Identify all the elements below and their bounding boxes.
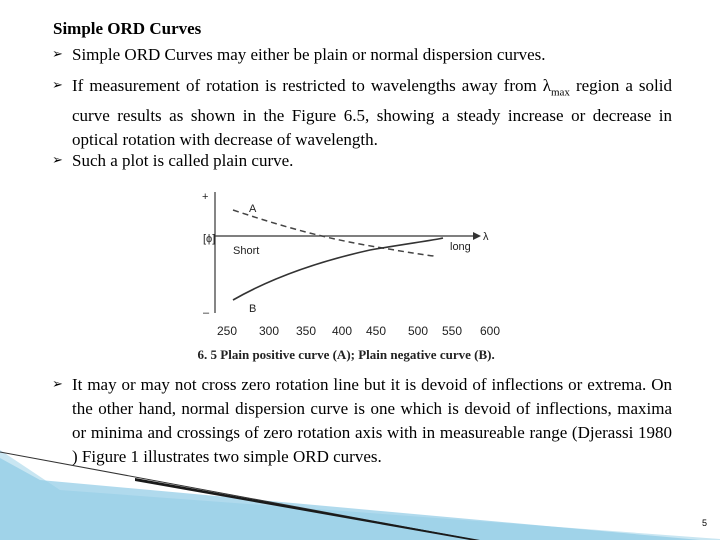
long-label: long [450, 241, 471, 253]
swoosh-mid [0, 458, 700, 540]
slide-title: Simple ORD Curves [53, 19, 202, 38]
y-minus-label: – [203, 307, 210, 319]
x-tick-labels [217, 324, 500, 338]
lambda-max-subscript: max [550, 86, 570, 99]
x-tick-label: 400 [332, 324, 353, 338]
bullet-1-text: Simple ORD Curves may either be plain or normal dispersion curves. [72, 45, 546, 64]
decorative-swoosh [0, 450, 720, 540]
x-tick-label: 500 [408, 324, 429, 338]
y-plus-label: + [202, 191, 209, 203]
page-number: 5 [701, 518, 707, 528]
arrow-bullet-icon: ➢ [52, 377, 63, 392]
x-tick-label: 600 [480, 324, 501, 338]
figure-caption: Fig. 6. 5 Plain positive curve (A); Plain negative curve (B). [195, 347, 495, 362]
bullet-2-text [72, 76, 672, 149]
ord-diagram [195, 188, 580, 368]
x-tick-label: 550 [442, 324, 463, 338]
bullet-2-pre: If measurement of rotation is restricted to wavelengths away from λ [72, 76, 551, 95]
x-tick-label: 450 [366, 324, 387, 338]
bullet-4-text: It may or may not cross zero rotation line but it is devoid of inflections or extrema. On the other hand, normal dispersion curve is one which is devoid of inflections, maxima or minima and crossings of zero rotation axis with in measureable range (Djerassi 1980 ) Figure 1 illustrates two simple ORD curves. [72, 375, 672, 466]
bullet-3 [52, 149, 672, 173]
curve-a [233, 210, 435, 256]
x-tick-label: 250 [217, 324, 238, 338]
curve-b [233, 238, 443, 300]
y-axis-label: [ϕ] [203, 233, 216, 245]
ord-figure [195, 188, 580, 368]
x-tick-label: 350 [296, 324, 317, 338]
curve-a-label: A [249, 203, 257, 215]
short-label: Short [233, 245, 260, 257]
arrow-bullet-icon: ➢ [52, 153, 63, 168]
x-tick-label: 300 [259, 324, 280, 338]
x-axis-symbol: λ [483, 231, 489, 243]
bullet-3-text: Such a plot is called plain curve. [72, 151, 294, 170]
arrow-bullet-icon: ➢ [52, 47, 63, 62]
bullet-2-post: region a solid curve results as shown in the Figure 6.5, showing a steady increase or decrease in optical rotation with decrease of wavelength. [72, 76, 672, 150]
bullet-2 [52, 74, 672, 152]
x-axis-arrowhead [473, 232, 481, 240]
curve-b-label: B [249, 303, 257, 315]
bullet-1 [52, 43, 672, 67]
arrow-bullet-icon: ➢ [52, 78, 63, 93]
